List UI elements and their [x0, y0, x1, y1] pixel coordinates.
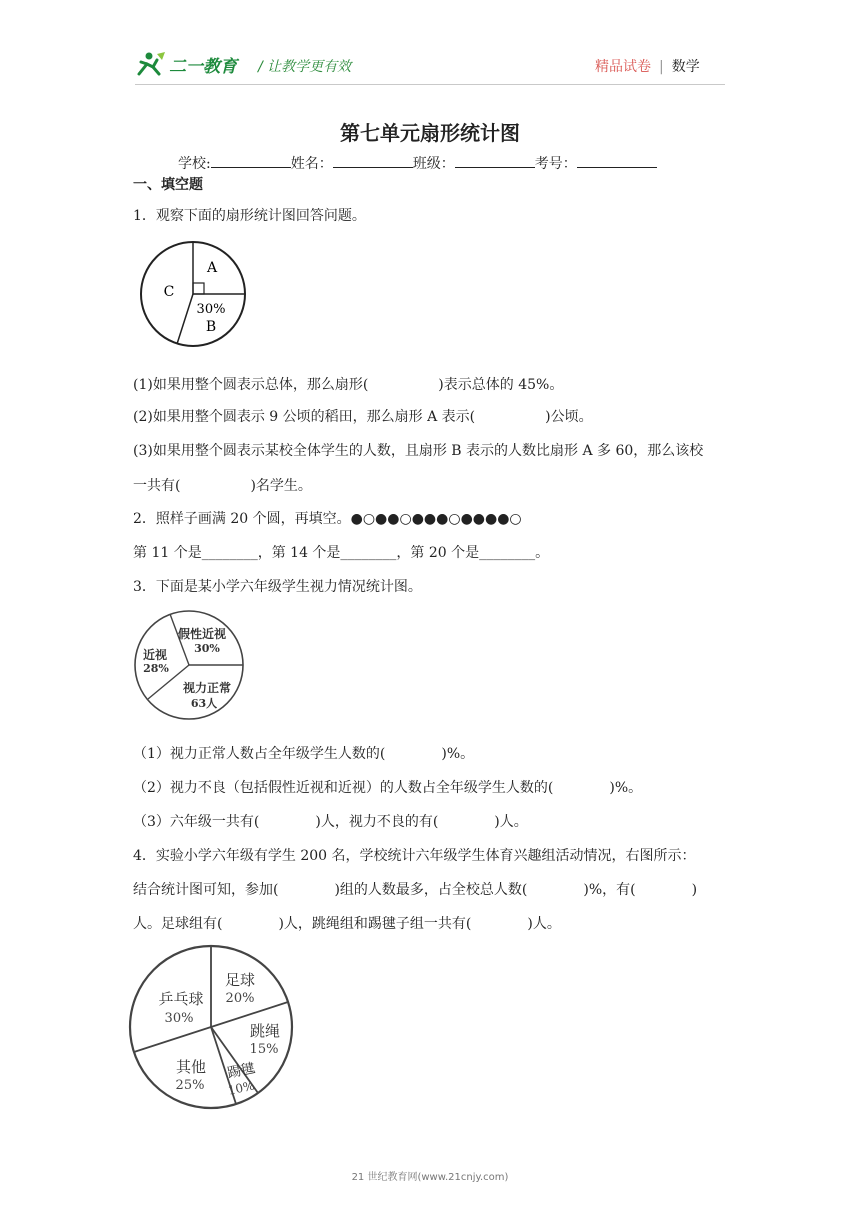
class-label: 班级： [412, 156, 455, 172]
header-divider [135, 84, 725, 85]
q2-fill-line: 第 11 个是________，第 14 个是________，第 20 个是________。 [133, 545, 550, 561]
section-heading: 一、填空题 [133, 177, 203, 193]
q1-part2: (2)如果用整个圆表示 9 公顷的稻田，那么扇形 A 表示( )公顷。 [133, 409, 593, 425]
q4-label-rope: 跳绳 [249, 1022, 281, 1040]
logo-text: 二一教育 [169, 57, 237, 77]
q4-line2: 结合统计图可知，参加( )组的人数最多，占全校总人数( )%，有( ) [133, 882, 698, 898]
q4-label-rope-pct: 15% [249, 1042, 279, 1057]
header-slogan: / 让教学更有效 [258, 59, 352, 75]
q1-part3-line1: (3)如果用整个圆表示某校全体学生的人数，且扇形 B 表示的人数比扇形 A 多 60，那么该校 [133, 443, 704, 459]
q1-label-b-pct: 30% [196, 302, 226, 317]
q4-label-shuttlecock: 踢毽 [225, 1060, 257, 1082]
q3-label-normal: 视力正常 [182, 681, 232, 695]
q4-label-pingpong: 乒乓球 [158, 990, 204, 1008]
q4-label-shuttlecock-pct: 10% [226, 1078, 256, 1098]
q3-part2: （2）视力不良（包括假性近视和近视）的人数占全年级学生人数的( )%。 [133, 780, 643, 796]
q3-label-fake-myopia: 假性近视 [177, 627, 227, 641]
q4-label-football: 足球 [224, 971, 256, 989]
header-tag: 精品试卷 [595, 59, 651, 75]
q4-label-football-pct: 20% [225, 991, 255, 1006]
student-info-line [178, 153, 657, 173]
header-right [595, 56, 700, 76]
q1-slice-b-edge [177, 294, 193, 344]
exam-label: 考号： [534, 156, 577, 172]
q1-label-b: B [205, 319, 217, 335]
class-blank [455, 153, 535, 168]
header-separator: | [659, 59, 664, 75]
q3-label-myopia-pct: 28% [143, 662, 169, 675]
name-label: 姓名： [290, 156, 333, 172]
header-subject: 数学 [671, 59, 700, 75]
q4-edge-left [134, 1027, 211, 1052]
name-blank [333, 153, 413, 168]
runner-icon [139, 52, 165, 74]
q2-stem: 2．照样子画满 20 个圆，再填空。●○●●○●●●○●●●●○ [133, 511, 522, 527]
q4-label-pingpong-pct: 30% [164, 1011, 194, 1026]
right-angle-mark [193, 283, 204, 294]
q4-pie-chart [128, 942, 296, 1112]
page-title: 第七单元扇形统计图 [340, 121, 520, 145]
q4-line1: 4．实验小学六年级有学生 200 名，学校统计六年级学生体育兴趣组活动情况，右图所示： [133, 848, 696, 864]
q3-part3: （3）六年级一共有( )人，视力不良的有( )人。 [133, 814, 528, 830]
school-label: 学校: [178, 156, 211, 172]
q3-label-myopia: 近视 [142, 648, 168, 662]
q1-label-a: A [206, 260, 218, 276]
q1-pie-chart [138, 240, 248, 348]
q4-label-other-pct: 25% [175, 1078, 205, 1093]
page-footer: 21 世纪教育网(www.21cnjy.com) [351, 1172, 509, 1183]
q3-stem: 3．下面是某小学六年级学生视力情况统计图。 [133, 579, 422, 595]
brand-logo [135, 50, 245, 80]
q4-line3: 人。足球组有( )人，跳绳组和踢毽子组一共有( )人。 [133, 916, 561, 932]
school-blank [211, 153, 291, 168]
q1-part3-line2: 一共有( )名学生。 [133, 478, 312, 494]
exam-blank [577, 153, 657, 168]
q1-stem: 1．观察下面的扇形统计图回答问题。 [133, 208, 366, 224]
q1-label-c: C [163, 284, 175, 300]
q3-pie-chart [130, 610, 250, 720]
q3-part1: （1）视力正常人数占全年级学生人数的( )%。 [133, 746, 475, 762]
q1-part1: (1)如果用整个圆表示总体，那么扇形( )表示总体的 45%。 [133, 377, 564, 393]
q3-label-normal-count: 63人 [190, 697, 218, 710]
q4-label-other: 其他 [175, 1058, 207, 1076]
q3-label-fake-myopia-pct: 30% [194, 642, 220, 655]
